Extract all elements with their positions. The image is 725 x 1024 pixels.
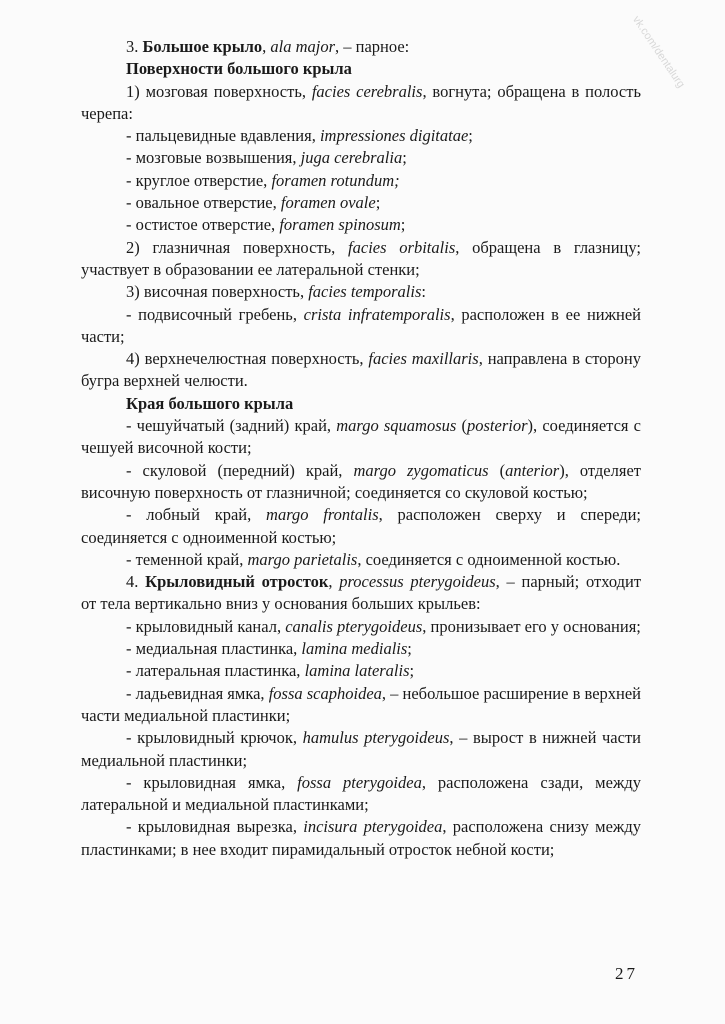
page-number: 27 [615, 964, 638, 983]
list-item: - чешуйчатый (задний) край, margo squamosus (posterior), соединяется с чешуей височной кости; [81, 416, 641, 458]
subheading-surfaces: Поверхности большого крыла [126, 59, 352, 79]
list-item: - крыловидный канал, canalis pterygoideus, пронизывает его у основания; [126, 616, 641, 636]
list-item: - теменной край, margo parietalis, соединяется с одноименной костью. [126, 549, 621, 569]
list-item: - подвисочный гребень, crista infratemporalis, расположен в ее нижней части; [81, 304, 641, 346]
paragraph: 3) височная поверхность, facies temporalis: [126, 282, 426, 302]
list-item: - медиальная пластинка, lamina medialis; [126, 639, 412, 659]
list-item: - ладьевидная ямка, fossa scaphoidea, – небольшое расширение в верхней части медиальной пластинки; [81, 683, 642, 725]
paragraph: 1) мозговая поверхность, facies cerebralis, вогнута; обращена в полость черепа: [81, 81, 641, 123]
list-item: - мозговые возвышения, juga cerebralia; [126, 148, 407, 168]
list-item: - скуловой (передний) край, margo zygomaticus (anterior), отделяет височную поверхность от глазничной; соединяется со скуловой костью; [81, 460, 641, 502]
list-item: - лобный край, margo frontalis, расположен сверху и спереди; соединяется с одноименной костью; [81, 505, 642, 547]
list-item: - крыловидная ямка, fossa pterygoidea, расположена сзади, между латеральной и медиальной пластинками; [81, 772, 641, 815]
paragraph: 2) глазничная поверхность, facies orbitalis, обращена в глазницу; участвует в образовании ее латеральной стенки; [81, 237, 641, 279]
paragraph: 4) верхнечелюстная поверхность, facies maxillaris, направлена в сторону бугра верхней челюсти. [81, 349, 642, 391]
watermark-text: vk.com/dentalurg [630, 14, 687, 91]
list-item: - круглое отверстие, foramen rotundum; [126, 170, 400, 190]
section-4-heading: 4. Крыловидный отросток, processus pterygoideus, – парный; отходит от тела вертикально вниз у основания больших крыльев: [81, 572, 642, 614]
list-item: - пальцевидные вдавления, impressiones digitatae; [126, 126, 473, 146]
subheading-edges: Края большого крыла [126, 393, 294, 413]
page-body [81, 36, 641, 861]
list-item: - крыловидный крючок, hamulus pterygoideus, – вырост в нижней части медиальной пластинки; [81, 728, 641, 770]
list-item: - крыловидная вырезка, incisura pterygoidea, расположена снизу между пластинками; в нее входит пирамидальный отросток небной кости; [81, 817, 641, 859]
list-item: - овальное отверстие, foramen ovale; [126, 193, 381, 213]
list-item: - латеральная пластинка, lamina lateralis; [126, 661, 415, 681]
list-item: - остистое отверстие, foramen spinosum; [126, 215, 406, 235]
section-3-heading: 3. Большое крыло, ala major, – парное: [126, 37, 410, 56]
